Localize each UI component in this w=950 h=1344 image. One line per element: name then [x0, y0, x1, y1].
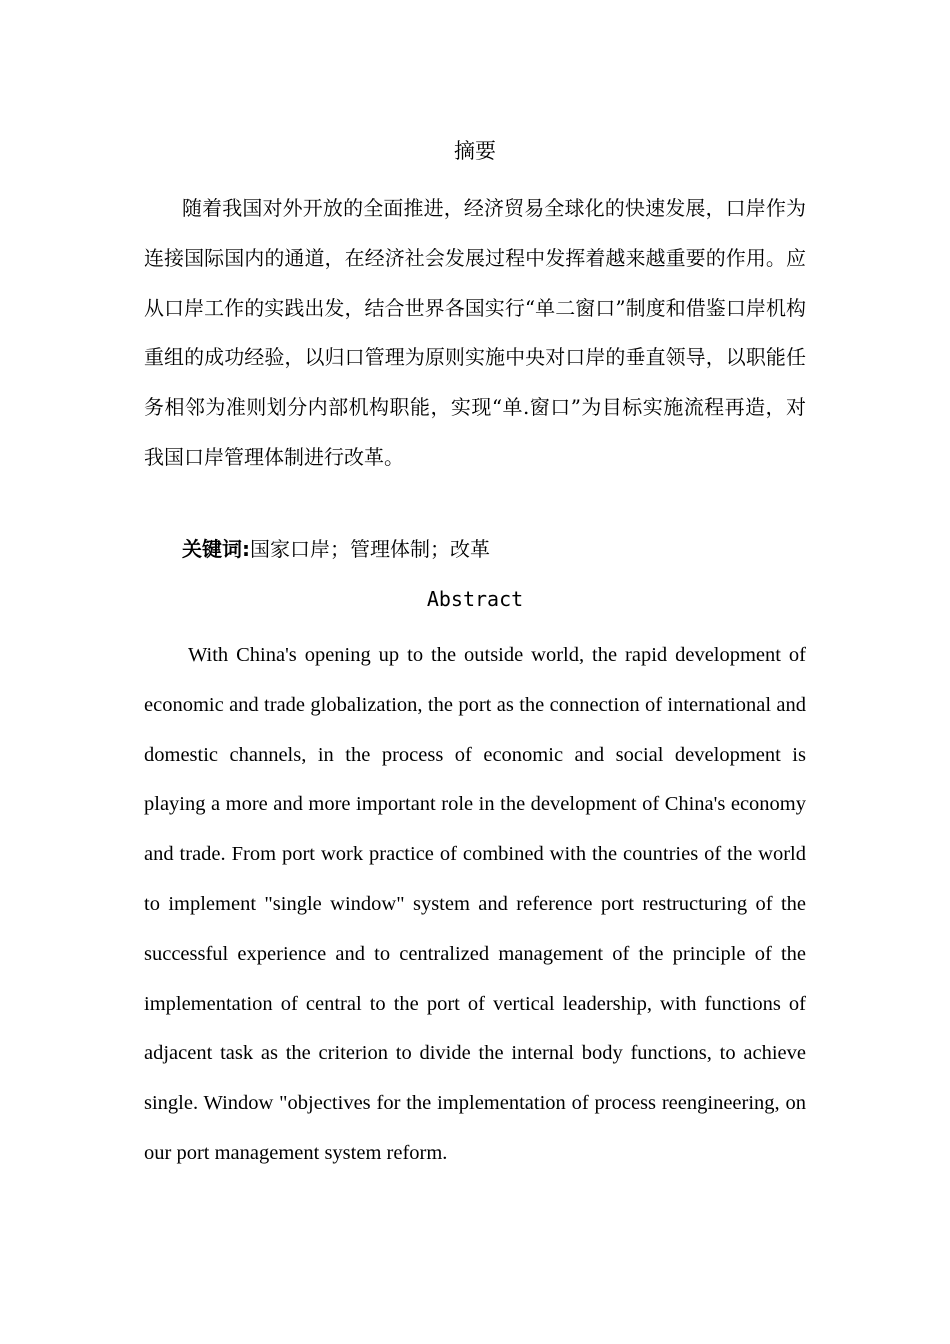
keywords-label: 关键词:	[182, 537, 250, 561]
english-abstract-title: Abstract	[426, 587, 524, 611]
keywords-value: 国家口岸；管理体制；改革	[250, 537, 490, 561]
english-abstract-body: With China's opening up to the outside world, the rapid development of economic and trade globalization, the port as the connection of international and domestic channels, in the process of economic and social development is playing a more and more important role in the development of China's economy and trade. From port work practice of combined with the countries of the world to implement "single window" system and reference port restructuring of the successful experience and to centralized management of the principle of the implementation of central to the port of vertical leadership, with functions of adjacent task as the criterion to divide the internal body functions, to achieve single. Window "objectives for the implementation of process reengineering, on our port management system reform.	[144, 644, 806, 1164]
chinese-abstract-body: 随着我国对外开放的全面推进，经济贸易全球化的快速发展，口岸作为连接国际国内的通道，在经济社会发展过程中发挥着越来越重要的作用。应从口岸工作的实践出发，结合世界各国实行“单二窗口”制度和借鉴口岸机构重组的成功经验，以归口管理为原则实施中央对口岸的垂直领导，以职能任务相邻为准则划分内部机构职能，实现“单.窗口”为目标实施流程再造，对我国口岸管理体制进行改革。	[144, 196, 806, 469]
chinese-abstract-title: 摘要	[454, 139, 496, 163]
chinese-keywords-line	[182, 532, 806, 566]
